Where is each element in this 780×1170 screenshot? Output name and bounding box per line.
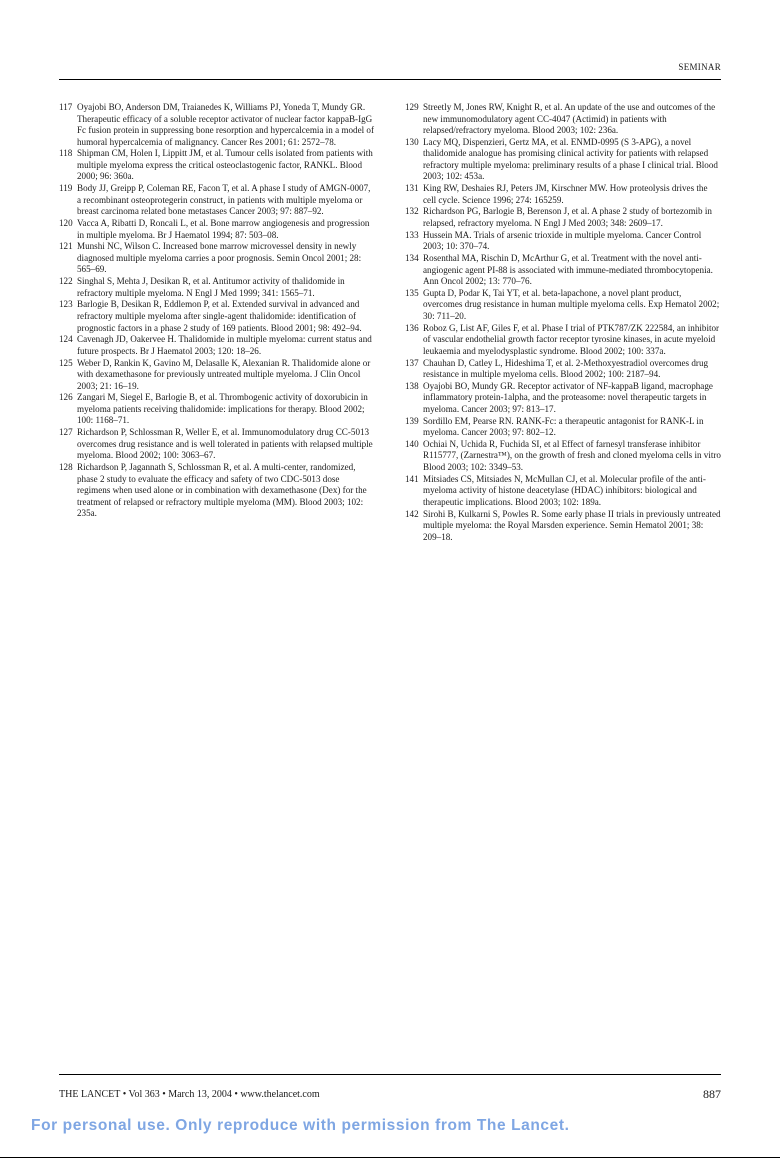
reference-entry [59,148,375,183]
reference-text: Barlogie B, Desikan R, Eddlemon P, et al. Extended survival in advanced and refractory multiple myeloma after single-agent thalidomide: identification of prognostic factors in a phase 2 study of 169 patients. Blood 2001; 98: 492–94. [77,299,362,333]
reference-number: 118 [59,148,73,159]
reference-text: Shipman CM, Holen I, Lippitt JM, et al. Tumour cells isolated from patients with multiple myeloma express the critical osteoclastogenic factor, RANKL. Blood 2000; 96: 360a. [77,148,373,182]
reference-text: Rosenthal MA, Rischin D, McArthur G, et al. Treatment with the novel anti-angiogenic agent PI-88 is associated with immune-mediated thrombocytopenia. Ann Oncol 2002; 13: 770–76. [423,253,713,287]
reference-number: 142 [405,508,419,519]
reference-number: 140 [405,438,419,449]
reference-text: Weber D, Rankin K, Gavino M, Delasalle K, Alexanian R. Thalidomide alone or with dexamethasone for previously untreated multiple myeloma. J Clin Oncol 2003; 21: 16–19. [77,357,371,391]
reference-number: 130 [405,136,419,147]
reference-entry [59,241,375,276]
reference-text: Singhal S, Mehta J, Desikan R, et al. Antitumor activity of thalidomide in refractory multiple myeloma. N Engl J Med 1999; 341: 1565–71. [77,276,345,298]
reference-text: Gupta D, Podar K, Tai YT, et al. beta-lapachone, a novel plant product, overcomes drug resistance in human multiple myeloma cells. Exp Hematol 2002; 30: 711–20. [423,287,720,321]
reference-entry [59,218,375,241]
reference-entry [59,334,375,357]
reference-text: Hussein MA. Trials of arsenic trioxide in multiple myeloma. Cancer Control 2003; 10: 370–74. [423,229,702,252]
reference-entry [405,253,721,288]
reference-number: 141 [405,473,419,484]
reference-text: King RW, Deshaies RJ, Peters JM, Kirschner MW. How proteolysis drives the cell cycle. Science 1996; 274: 165259. [423,183,708,205]
reference-entry [405,474,721,509]
reference-entry [59,462,375,520]
reference-number: 120 [59,218,73,229]
reference-number: 135 [405,287,419,298]
header-rule [59,79,721,80]
reference-text: Zangari M, Siegel E, Barlogie B, et al. Thrombogenic activity of doxorubicin in myeloma patients receiving thalidomide: implications for therapy. Blood 2002; 100: 1168–71. [77,392,368,426]
reference-text: Richardson PG, Barlogie B, Berenson J, et al. A phase 2 study of bortezomib in relapsed, refractory myeloma. N Engl J Med 2003; 348: 2609–17. [423,206,712,229]
reference-number: 127 [59,427,73,438]
reference-text: Munshi NC, Wilson C. Increased bone marrow microvessel density in newly diagnosed multiple myeloma carries a poor prognosis. Semin Oncol 2001; 28: 565–69. [77,241,362,275]
reference-text: Richardson P, Schlossman R, Weller E, et al. Immunomodulatory drug CC-5013 overcomes drug resistance and is well tolerated in patients with relapsed multiple myeloma. Blood 2002; 100: 3063–67. [77,427,373,461]
reference-entry [59,427,375,462]
reference-entry [59,299,375,334]
page-number: 887 [703,1087,721,1101]
reference-entry [405,509,721,544]
reference-text: Mitsiades CS, Mitsiades N, McMullan CJ, et al. Molecular profile of the anti-myeloma activity of histone deacetylase (HDAC) inhibitors: biological and therapeutic implications. Blood 2003; 102: 189a. [423,473,706,507]
reference-text: Ochiai N, Uchida R, Fuchida SI, et al Effect of farnesyl transferase inhibitor R115777, (Zarnestra™), on the growth of fresh and cloned myeloma cells in vitro Blood 2003; 102: 3349–53. [423,438,721,473]
reference-text: Streetly M, Jones RW, Knight R, et al. An update of the use and outcomes of the new immunomodulatory agent CC-4047 (Actimid) in patients with relapsed/refractory myeloma. Blood 2003; 102: 236a. [423,102,716,136]
permission-watermark: For personal use. Only reproduce with permission from The Lancet. [31,1117,570,1134]
reference-number: 125 [59,357,73,368]
reference-entry [405,183,721,206]
reference-number: 137 [405,357,419,368]
reference-text: Oyajobi BO, Anderson DM, Traianedes K, Williams PJ, Yoneda T, Mundy GR. Therapeutic efficacy of a soluble receptor activator of nuclear factor kappaB-IgG Fc fusion protein in suppressing bone resorption and hypercalcemia in a model of humoral hypercalcemia of malignancy. Cancer Res 2001; 61: 2572–78. [77,102,374,147]
reference-text: Chauhan D, Catley L, Hideshima T, et al. 2-Methoxyestradiol overcomes drug resistance in multiple myeloma cells. Blood 2002; 100: 2187–94. [423,357,709,380]
reference-number: 123 [59,299,73,310]
reference-number: 128 [59,462,73,473]
reference-text: Body JJ, Greipp P, Coleman RE, Facon T, et al. A phase I study of AMGN-0007, a recombinant osteoprotegerin construct, in patients with multiple myeloma or breast carcinoma related bone metastases Cancer 2003; 97: 887–92. [77,183,371,217]
reference-number: 124 [59,334,73,345]
reference-entry [405,381,721,416]
reference-text: Richardson P, Jagannath S, Schlossman R, et al. A multi-center, randomized, phase 2 study to evaluate the efficacy and safety of two CDC-5013 dose regimens when used alone or in combination with dexamethasone (Dex) for the treatment of relapsed or refractory multiple myeloma (MM). Blood 2003; 102: 235a. [77,462,367,519]
reference-number: 122 [59,276,73,287]
reference-number: 117 [59,102,73,112]
reference-number: 133 [405,229,419,240]
reference-entry [59,276,375,299]
reference-entry [405,416,721,439]
bottom-divider [0,1157,780,1158]
reference-number: 119 [59,183,73,194]
reference-entry [59,358,375,393]
reference-entry [405,288,721,323]
reference-text: Lacy MQ, Dispenzieri, Gertz MA, et al. ENMD-0995 (S 3-APG), a novel thalidomide analogue has promising clinical activity for patients with relapsed refractory multiple myeloma: preliminary results of a phase I clinical trial. Blood 2003; 102: 453a. [423,136,718,182]
reference-entry [405,358,721,381]
reference-text: Sirohi B, Kulkarni S, Powles R. Some early phase II trials in previously untreated multiple myeloma: the Royal Marsden experience. Semin Hematol 2001; 38: 209–18. [423,508,721,542]
footer-rule [59,1074,721,1075]
reference-number: 131 [405,183,419,194]
reference-number: 126 [59,392,73,403]
reference-number: 121 [59,241,73,252]
references-column-right [405,102,721,543]
reference-text: Cavenagh JD, Oakervee H. Thalidomide in multiple myeloma: current status and future prospects. Br J Haematol 2003; 120: 18–26. [77,334,372,356]
section-label: SEMINAR [678,62,721,72]
reference-number: 132 [405,206,419,217]
reference-text: Vacca A, Ribatti D, Roncali L, et al. Bone marrow angiogenesis and progression in multiple myeloma. Br J Haematol 1994; 87: 503–08. [77,218,370,240]
reference-entry [405,206,721,229]
reference-number: 138 [405,380,419,391]
reference-text: Oyajobi BO, Mundy GR. Receptor activator of NF-kappaB ligand, macrophage inflammatory protein-1alpha, and the proteasome: novel therapeutic targets in myeloma. Cancer 2003; 97: 813–17. [423,380,713,414]
reference-entry [59,102,375,148]
reference-entry [405,137,721,183]
reference-number: 134 [405,253,419,264]
reference-entry [405,323,721,358]
reference-number: 139 [405,415,419,426]
journal-footer: THE LANCET • Vol 363 • March 13, 2004 • www.thelancet.com [59,1089,320,1100]
reference-entry [405,230,721,253]
reference-entry [405,439,721,474]
references-column-left [59,102,375,520]
reference-entry [405,102,721,137]
reference-number: 136 [405,322,419,333]
reference-entry [59,392,375,427]
reference-text: Roboz G, List AF, Giles F, et al. Phase I trial of PTK787/ZK 222584, an inhibitor of vascular endothelial growth factor receptor tyrosine kinases, in acute myeloid leukaemia and myelodysplastic syndrome. Blood 2002; 100: 337a. [423,322,720,356]
reference-text: Sordillo EM, Pearse RN. RANK-Fc: a therapeutic antagonist for RANK-L in myeloma. Cancer 2003; 97: 802–12. [423,415,704,438]
reference-entry [59,183,375,218]
reference-number: 129 [405,102,419,112]
